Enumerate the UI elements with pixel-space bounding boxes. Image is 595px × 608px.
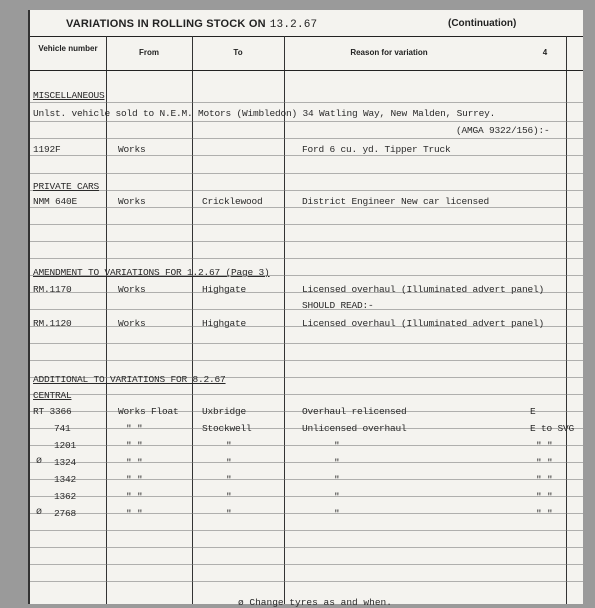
reason-value: " (334, 474, 340, 485)
from-value: " " (126, 440, 143, 451)
section-miscellaneous: MISCELLANEOUS (33, 90, 105, 101)
to-value: Stockwell (202, 423, 252, 434)
section-additional: ADDITIONAL TO VARIATIONS FOR 8.2.67 (33, 374, 226, 385)
header-rule (30, 70, 583, 71)
flag-value: " " (536, 440, 553, 451)
from-value: " " (126, 474, 143, 485)
reason-value: Overhaul relicensed (302, 406, 407, 417)
to-value: Highgate (202, 284, 247, 295)
row-rule (30, 343, 583, 344)
misc-reference: (AMGA 9322/156):- (456, 125, 550, 136)
vehicle-number: 1342 (54, 474, 77, 485)
continuation-label: (Continuation) (448, 18, 517, 29)
to-value: " (226, 474, 232, 485)
column-header-reason: Reason for variation (350, 48, 428, 57)
row-rule (30, 445, 583, 446)
section-private-cars: PRIVATE CARS (33, 181, 100, 192)
vehicle-number: 741 (54, 423, 71, 434)
reason-value: " (334, 508, 340, 519)
row-rule (30, 462, 583, 463)
from-value: Works (118, 196, 146, 207)
misc-description: Unlst. vehicle sold to N.E.M. Motors (Wimbledon) 34 Watling Way, New Malden, Surrey. (33, 108, 496, 119)
from-value: Works Float (118, 406, 179, 417)
row-rule (30, 138, 583, 139)
from-value: " " (126, 457, 143, 468)
to-value: Highgate (202, 318, 247, 329)
row-rule (30, 360, 583, 361)
row-rule (30, 121, 583, 122)
to-value: " (226, 457, 232, 468)
reason-value: District Engineer New car licensed (302, 196, 490, 207)
vehicle-number: 1362 (54, 491, 77, 502)
column-header-from: From (139, 48, 159, 57)
vehicle-number: 1201 (54, 440, 77, 451)
from-value: Works (118, 144, 146, 155)
should-read-note: SHOULD READ:- (302, 300, 374, 311)
flag-value: " " (536, 457, 553, 468)
row-rule (30, 564, 583, 565)
row-rule (30, 479, 583, 480)
section-central: CENTRAL (33, 390, 72, 401)
row-rule (30, 547, 583, 548)
rolling-stock-sheet (28, 10, 583, 608)
section-amendment: AMENDMENT TO VARIATIONS FOR 1.2.67 (Page 3) (33, 267, 270, 278)
vehicle-number: NMM 640E (33, 196, 78, 207)
row-rule (30, 513, 583, 514)
row-rule (30, 496, 583, 497)
row-rule (30, 241, 583, 242)
row-rule (30, 581, 583, 582)
row-rule (30, 258, 583, 259)
flag-value: " " (536, 474, 553, 485)
to-value: Uxbridge (202, 406, 247, 417)
row-rule (30, 394, 583, 395)
reason-value: Unlicensed overhaul (302, 423, 407, 434)
flag-value: " " (536, 508, 553, 519)
phi-marker: ø (36, 507, 43, 518)
column-header-vehicle: Vehicle number (38, 44, 98, 53)
to-value: " (226, 440, 232, 451)
footnote: ø Change tyres as and when. (238, 597, 392, 608)
row-rule (30, 224, 583, 225)
vehicle-number: 1192F (33, 144, 61, 155)
row-rule (30, 155, 583, 156)
to-value: " (226, 508, 232, 519)
reason-value: Ford 6 cu. yd. Tipper Truck (302, 144, 451, 155)
vehicle-number: 1324 (54, 457, 77, 468)
reason-value: " (334, 491, 340, 502)
flag-value: E (530, 406, 536, 417)
flag-value: " " (536, 491, 553, 502)
vehicle-number: RM.1120 (33, 318, 72, 329)
vehicle-number: RT 3366 (33, 406, 72, 417)
reason-value: " (334, 440, 340, 451)
row-rule (30, 530, 583, 531)
sheet-date: 13.2.67 (269, 19, 318, 31)
reason-value: Licensed overhaul (Illuminated advert panel) (302, 318, 545, 329)
reason-value: Licensed overhaul (Illuminated advert panel) (302, 284, 545, 295)
from-value: Works (118, 284, 146, 295)
from-value: " " (126, 423, 143, 434)
page-number: 4 (542, 48, 548, 57)
from-value: " " (126, 508, 143, 519)
from-value: Works (118, 318, 146, 329)
row-rule (30, 190, 583, 191)
vehicle-number: 2768 (54, 508, 77, 519)
to-value: Cricklewood (202, 196, 263, 207)
row-rule (30, 173, 583, 174)
reason-value: " (334, 457, 340, 468)
row-rule (30, 207, 583, 208)
flag-value: E to SVG (530, 423, 575, 434)
vehicle-number: RM.1170 (33, 284, 72, 295)
phi-marker: ø (36, 456, 43, 467)
sheet-title: VARIATIONS IN ROLLING STOCK ON 13.2.67 (66, 18, 318, 31)
sheet-header (30, 10, 583, 37)
column-header-to: To (233, 48, 243, 57)
from-value: " " (126, 491, 143, 502)
row-rule (30, 102, 583, 103)
to-value: " (226, 491, 232, 502)
